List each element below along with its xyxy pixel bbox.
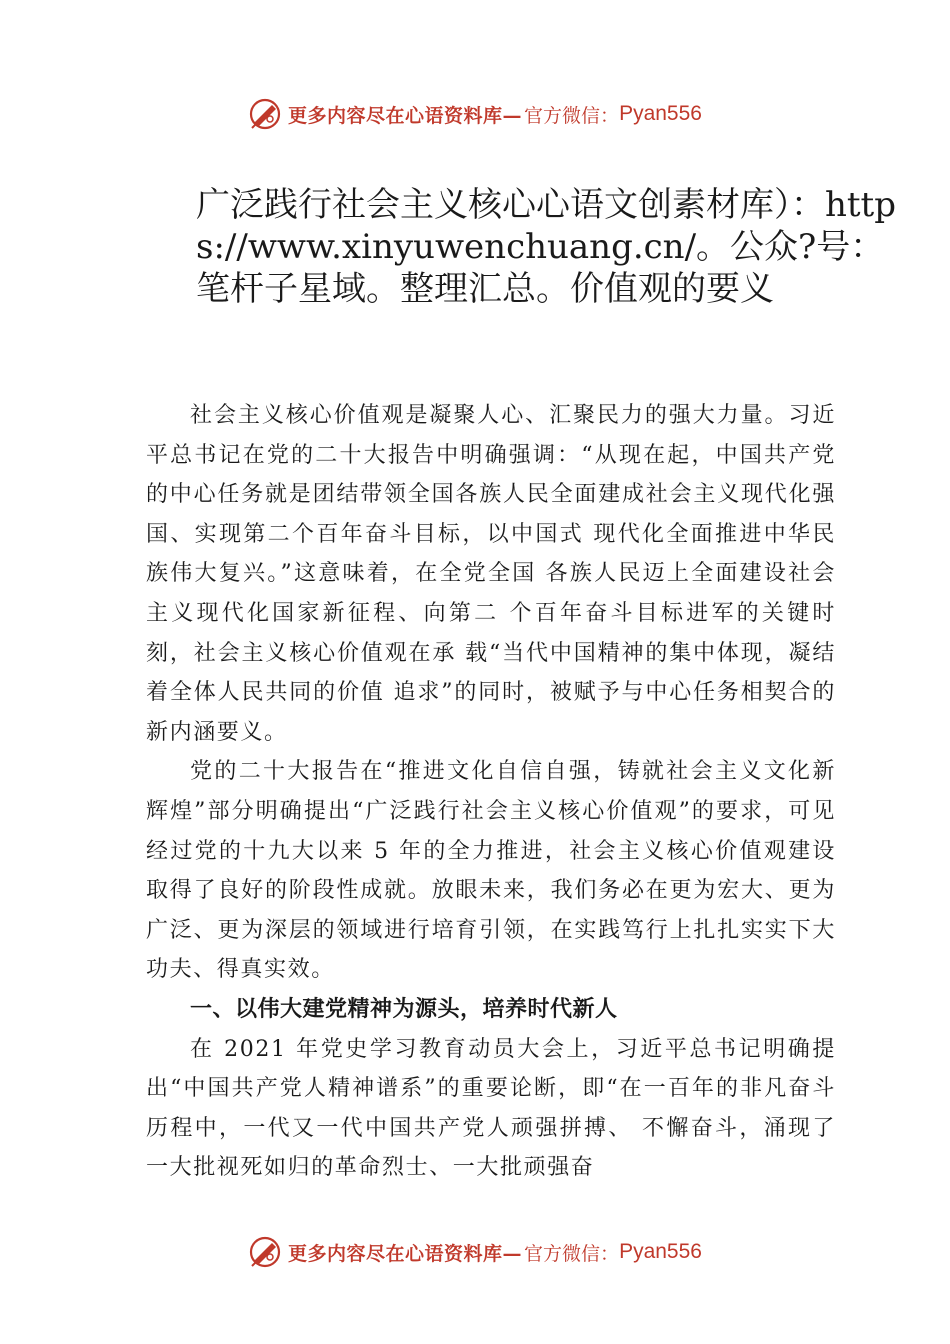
wechat-label: 官方微信： (524, 1242, 620, 1265)
brand-text: 更多内容尽在心语资料库— (288, 104, 523, 127)
body-paragraph-2: 党的二十大报告在“推进文化自信自强，铸就社会主义文化新辉煌”部分明确提出“广泛践行社会主义核心价值观”的要求，可见经过党的十九大以来 5 年的全力推进，社会主义核心价值观建设取得了良好的阶段性成就。放眼未来，我们务必在更为宏大、更为广泛、更为深层的领域进行培育引领，在实践笃行上扎扎实实下大功夫、得真实效。 (146, 759, 836, 983)
section-paragraph: 在 2021 年党史学习教育动员大会上，习近平总书记明确提出“中国共产党人精神谱系”的重要论断，即“在一百年的非凡奋斗历程中，一代又一代中国共产党人顽强拼搏、 不懈奋斗，涌现了一大批视死如归的革命烈士、一大批顽强奋 (146, 1036, 836, 1181)
section-heading: 一、以伟大建党精神为源头，培养时代新人 (190, 996, 618, 1022)
wechat-label: 官方微信： (524, 104, 620, 127)
wechat-id: Pyan556 (619, 102, 702, 125)
document-body (146, 396, 836, 1188)
pen-circle-logo-icon (248, 1235, 282, 1269)
footer-banner (0, 1232, 950, 1272)
wechat-id: Pyan556 (619, 1240, 702, 1263)
brand-text: 更多内容尽在心语资料库— (288, 1242, 523, 1265)
header-banner (0, 94, 950, 134)
pen-circle-logo-icon (248, 97, 282, 131)
document-title: 广泛践行社会主义核心心语文创素材库）：https://www.xinyuwenchuang.cn/。公众?号：笔杆子星域。整理汇总。价值观的要义 (196, 185, 896, 309)
body-paragraph-1: 社会主义核心价值观是凝聚人心、汇聚民力的强大力量。习近平总书记在党的二十大报告中明确强调：“从现在起，中国共产党的中心任务就是团结带领全国各族人民全面建成社会主义现代化强国、实现第二个百年奋斗目标，以中国式 现代化全面推进中华民族伟大复兴。”这意味着，在全党全国 各族人民迈上全面建设社会主义现代化国家新征程、向第二 个百年奋斗目标进军的关键时刻，社会主义核心价值观在承 载“当代中国精神的集中体现，凝结着全体人民共同的价值 追求”的同时，被赋予与中心任务相契合的新内涵要义。 (146, 403, 836, 745)
